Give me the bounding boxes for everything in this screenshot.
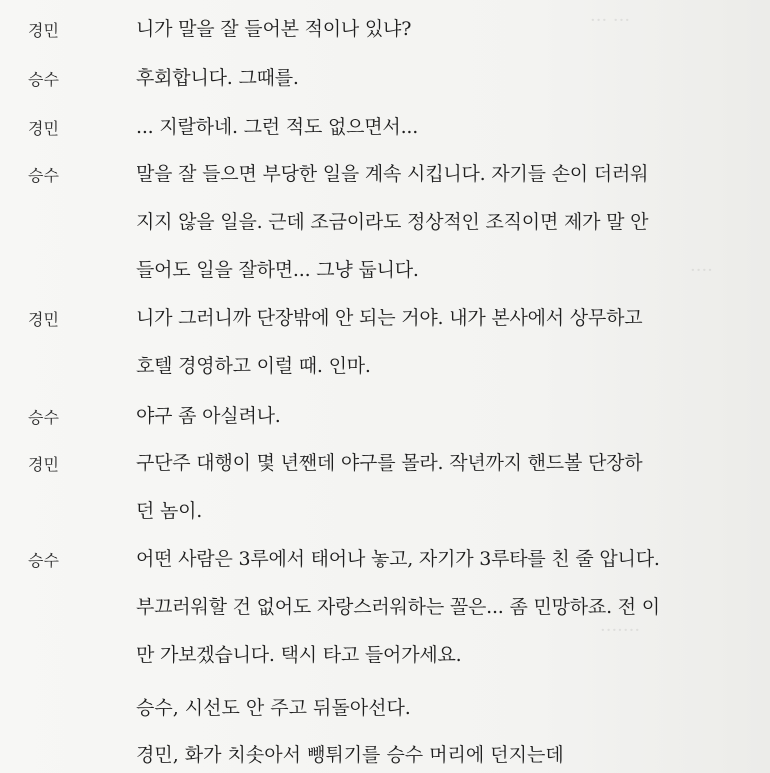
dialogue-line: 말을 잘 들으면 부당한 일을 계속 시킵니다. 자기들 손이 더러워	[136, 163, 649, 185]
stage-direction: 승수, 시선도 안 주고 뒤돌아선다.	[136, 697, 411, 719]
dialogue-line: 만 가보겠습니다. 택시 타고 들어가세요.	[136, 644, 462, 666]
dialogue-line: ... 지랄하네. 그런 적도 없으면서...	[136, 116, 419, 138]
dialogue-line: 어떤 사람은 3루에서 태어나 놓고, 자기가 3루타를 친 줄 압니다.	[136, 548, 660, 570]
speaker-name: 경민	[28, 21, 59, 40]
dialogue-line: 들어도 일을 잘하면... 그냥 둡니다.	[136, 259, 419, 281]
bleed-through-text: ····	[690, 260, 713, 281]
speaker-name: 경민	[28, 310, 59, 329]
speaker-name: 경민	[28, 455, 59, 474]
dialogue-line: 야구 좀 아실려나.	[136, 405, 281, 427]
dialogue-line: 구단주 대행이 몇 년짼데 야구를 몰라. 작년까지 핸드볼 단장하	[136, 452, 643, 474]
dialogue-line: 부끄러워할 건 없어도 자랑스러워하는 꼴은... 좀 민망하죠. 전 이	[136, 596, 660, 618]
stage-direction: 경민, 화가 치솟아서 뺑튀기를 승수 머리에 던지는데	[136, 744, 564, 766]
speaker-name: 승수	[28, 166, 59, 185]
dialogue-line: 던 놈이.	[136, 500, 203, 522]
speaker-name: 승수	[28, 551, 59, 570]
speaker-name: 승수	[28, 70, 59, 89]
bleed-through-text: ··· ···	[590, 10, 631, 31]
bleed-through-text: ·······	[600, 620, 641, 641]
dialogue-line: 후회합니다. 그때를.	[136, 67, 299, 89]
dialogue-line: 지지 않을 일을. 근데 조금이라도 정상적인 조직이면 제가 말 안	[136, 211, 649, 233]
speaker-name: 승수	[28, 408, 59, 427]
dialogue-line: 호텔 경영하고 이럴 때. 인마.	[136, 355, 371, 377]
dialogue-line: 니가 그러니까 단장밖에 안 되는 거야. 내가 본사에서 상무하고	[136, 307, 643, 329]
speaker-name: 경민	[28, 119, 59, 138]
dialogue-line: 니가 말을 잘 들어본 적이나 있냐?	[136, 18, 412, 40]
